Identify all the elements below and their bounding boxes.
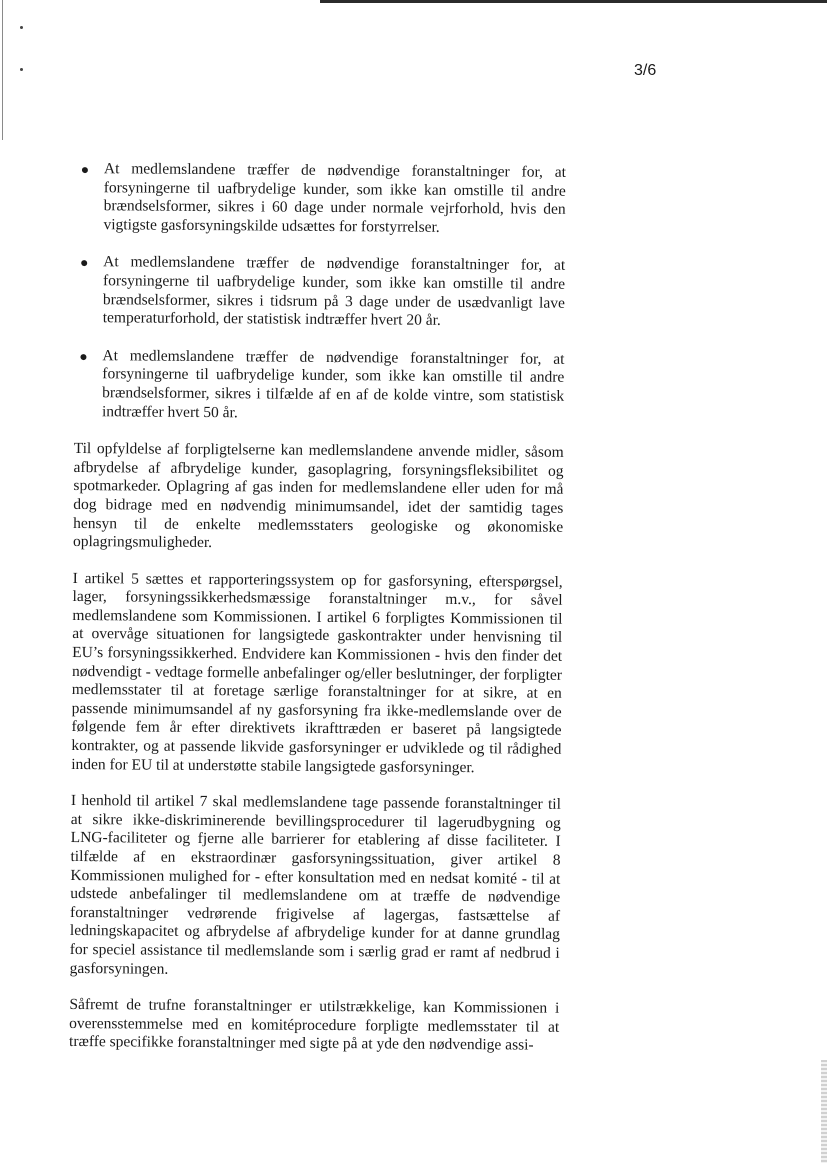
bullet-item (74, 347, 565, 425)
bullet-item (75, 253, 566, 331)
bullet-list (74, 160, 566, 425)
page-number: 3/6 (634, 62, 657, 79)
document-body (69, 160, 566, 1074)
scan-speck (20, 26, 23, 29)
bullet-icon (80, 354, 86, 360)
paragraph: I henhold til artikel 7 skal medlemslandene tage passende foranstaltninger til at sikre ikke-diskriminerende bevillingsprocedurer til lagerudbygning og LNG-faciliteter og fjerne alle barrierer for etablering af disse faciliteter. I tilfælde af en ekstraordinær gasforsyningssituation, giver artikel 8 Kommissionen mulighed for - efter konsultation med en nedsat komité - til at udstede anbefalinger til medlemslandene om at træffe de nødvendige foranstaltninger vedrørende frigivelse af lagergas, fastsættelse af ledningskapacitet og afbrydelse af afbrydelige kunder for at danne grundlag for speciel assistance til medlemslande som i særlig grad er ramt af nedbrud i gasforsyningen. (69, 792, 562, 978)
paragraph: I artikel 5 sættes et rapporteringssystem op for gasforsyning, efterspørgsel, lager, forsyningssikkerhedsmæssige foranstaltninger m.v., for såvel medlemslandene som Kommissionen. I artikel 6 forpligtes Kommissionen til at overvåge situationen for langsigtede gaskontrakter under henvisning til EU’s forsyningssikkerhed. Endvidere kan Kommissionen - hvis den finder det nødvendigt - vedtage formelle anbefalinger og/eller beslutninger, der forpligter medlemsstater til at foretage særlige foranstaltninger for at sikre, at en passende minimumsandel af ny gasforsyning fra ikke-medlemslande over de følgende fem år efter direktivets ikrafttræden er baseret på langsigtede kontrakter, og at passende likvide gasforsyninger er udviklede og til rådighed inden for EU til at understøtte stabile langsigtede gasforsyninger. (71, 569, 563, 776)
paragraph: Til opfyldelse af forpligtelserne kan medlemslandene anvende midler, såsom afbrydelse af afbrydelige kunder, gasoplagring, forsyningsfleksibilitet og spotmarkeder. Oplagring af gas inden for medlemslandene eller uden for må dog bidrage med en nødvendig minimumsandel, idet der samtidig tages hensyn til de enkelte medlemsstaters geologiske og økonomiske oplagringsmuligheder. (72, 440, 564, 552)
paragraph: Såfremt de trufne foranstaltninger er utilstrækkelige, kan Kommissionen i overensstemmelse med en komitéprocedure forpligte medlemsstater til at træffe specifikke foranstaltninger med sigte på at yde den nødvendige assi- (69, 996, 560, 1054)
scan-right-edge (821, 1060, 827, 1163)
bullet-text: At medlemslandene træffer de nødvendige foranstaltninger for, at forsyningerne til uafbrydelige kunder, som ikke kan omstille til andre brændselsformer, sikres i 60 dage under normale vejrforhold, hvis den vigtigste gasforsyningskilde udsættes for forstyrrelser. (103, 160, 566, 236)
bullet-icon (82, 167, 88, 173)
scan-left-edge (2, 0, 3, 140)
bullet-text: At medlemslandene træffer de nødvendige foranstaltninger for, at forsyningerne til uafbrydelige kunder, som ikke kan omstille til andre brændselsformer, sikres i tidsrum på 3 dage under de usædvanligt lave temperaturforhold, der statistisk indtræffer hvert 20 år. (102, 253, 566, 330)
scan-top-edge (320, 0, 827, 3)
bullet-item (75, 160, 566, 238)
bullet-text: At medlemslandene træffer de nødvendige foranstaltninger for, at forsyningerne til uafbrydelige kunder, som ikke kan omstille til andre brændselsformer, sikres i tilfælde af en af de kolde vintre, som statistisk indtræffer hvert 50 år. (101, 346, 565, 421)
scan-speck (20, 68, 23, 71)
bullet-icon (81, 260, 87, 266)
